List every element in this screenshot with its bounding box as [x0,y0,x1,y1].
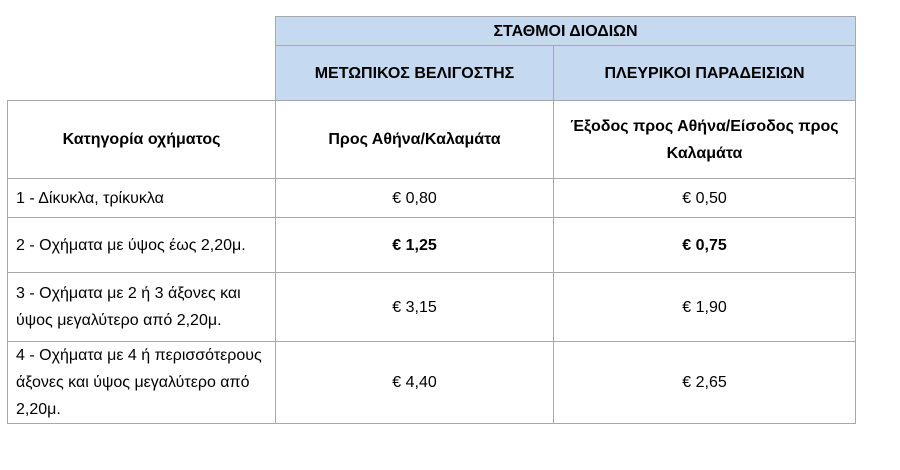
vehicle-category-header: Κατηγορία οχήματος [8,101,276,179]
side-price-cell: € 2,65 [554,342,856,424]
front-station-header: ΜΕΤΩΠΙΚΟΣ ΒΕΛΙΓΟΣΤΗΣ [276,46,554,101]
table-row [8,342,856,424]
side-station-header: ΠΛΕΥΡΙΚΟΙ ΠΑΡΑΔΕΙΣΙΩΝ [554,46,856,101]
blank-corner-cell [8,17,276,101]
front-price-cell: € 4,40 [276,342,554,424]
front-price-cell: € 3,15 [276,273,554,342]
table-title-row [8,17,856,46]
side-price-cell: € 0,75 [554,218,856,273]
column-header-row [8,101,856,179]
front-direction-header: Προς Αθήνα/Καλαμάτα [276,101,554,179]
vehicle-category-cell: 2 - Οχήματα με ύψος έως 2,20μ. [8,218,276,273]
side-price-cell: € 0,50 [554,179,856,218]
toll-price-table [7,16,856,424]
front-price-cell: € 0,80 [276,179,554,218]
front-price-cell: € 1,25 [276,218,554,273]
table-row [8,179,856,218]
side-price-cell: € 1,90 [554,273,856,342]
vehicle-category-cell: 3 - Οχήματα με 2 ή 3 άξονες και ύψος μεγαλύτερο από 2,20μ. [8,273,276,342]
toll-stations-header: ΣΤΑΘΜΟΙ ΔΙΟΔΙΩΝ [276,17,856,46]
vehicle-category-cell: 4 - Οχήματα με 4 ή περισσότερους άξονες και ύψος μεγαλύτερο από 2,20μ. [8,342,276,424]
table-row [8,273,856,342]
vehicle-category-cell: 1 - Δίκυκλα, τρίκυκλα [8,179,276,218]
table-row [8,218,856,273]
side-direction-header: Έξοδος προς Αθήνα/Είσοδος προς Καλαμάτα [554,101,856,179]
